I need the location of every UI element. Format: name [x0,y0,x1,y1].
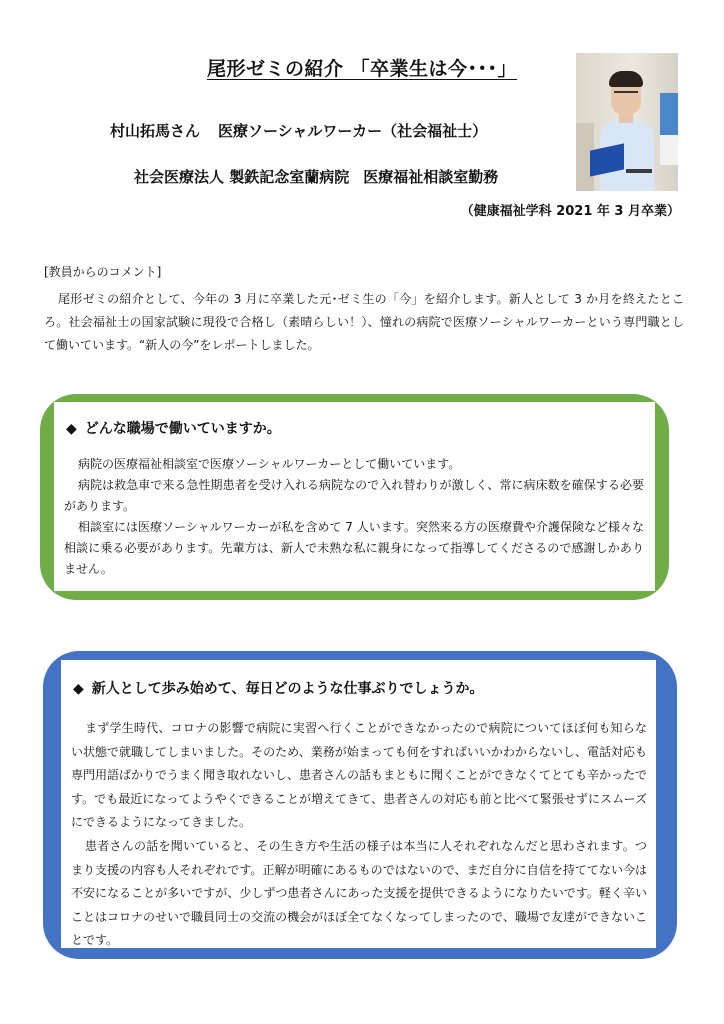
paragraph: 相談室には医療ソーシャルワーカーが私を含めて 7 人います。突然来る方の医療費や介護保険など様々な相談に乗る必要があります。先輩方は、新人で未熟な私に親身になって指導してくださるので感謝しかありません。 [64,520,644,576]
section-workplace-text [64,454,644,580]
comment-body: 尾形ゼミの紹介として、今年の 3 月に卒業した元･ゼミ生の「今」を紹介します。新人として 3 か月を終えたところ。社会福祉士の国家試験に現役で合格し（素晴らしい！）、憧れの病院で医療ソーシャルワーカーという専門職として働いています。“新人の今”をレポートしました。 [44,292,684,352]
comment-label: [教員からのコメント] [44,265,162,279]
section-workplace-panel [54,402,655,591]
employer-name: 社会医療法人 製鉄記念室蘭病院 [134,168,350,186]
paragraph: まず学生時代、コロナの影響で病院に実習へ行くことができなかったので病院についてほぼ何も知らない状態で就職してしまいました。そのため、業務が始まっても何をすればいいかわからないし、電話対応も専門用語ばかりでうまく聞き取れないし、患者さんの話もまともに聞くことができなくてとても辛かったです。でも最近になってようやくできることが増えてきて、患者さんの対応も前と比べて緊張せずにスムーズにできるようになってきました。 [71,721,648,830]
person-name: 村山拓馬さん [110,122,201,140]
person-role: 医療ソーシャルワーカー（社会福祉士） [218,122,488,140]
graduation-info: （健康福祉学科 2021 年 3 月卒業） [460,204,680,219]
diamond-bullet-icon: ◆ [66,421,77,437]
section-daily-work-text [71,717,647,953]
workplace-line [134,166,498,187]
department-name: 医療福祉相談室勤務 [363,168,499,186]
section-heading-text: どんな職場で働いていますか。 [84,421,281,437]
section-daily-work-box [43,651,677,959]
page-title: 尾形ゼミの紹介 「卒業生は今･･･」 [206,58,518,80]
paragraph: 患者さんの話を聞いていると、その生き方や生活の様子は本当に人それぞれなんだと思わされます。つまり支援の内容も人それぞれです。正解が明確にあるものではないので、まだ自分に自信を持ててない今は不安になることが多いですが、少しずつ患者さんにあった支援を提供できるようになりたいです。軽く辛いことはコロナのせいで職員同士の交流の機会がほぼ全てなくなってしまったので、職場で友達ができないことです。 [71,838,647,948]
person-line [110,120,487,141]
section-workplace-box [40,394,669,600]
paragraph: 病院は救急車で来る急性期患者を受け入れる病院なので入れ替わりが激しく、常に病床数を確保する必要があります。 [64,478,644,513]
section-workplace-heading [66,418,281,438]
portrait-photo [576,53,678,191]
diamond-bullet-icon: ◆ [73,681,84,697]
paragraph: 病院の医療福祉相談室で医療ソーシャルワーカーとして働いています。 [78,457,461,471]
section-daily-work-panel [61,660,656,948]
section-daily-work-heading [73,678,484,698]
section-heading-text: 新人として歩み始めて、毎日どのような仕事ぶりでしょうか。 [91,681,484,697]
